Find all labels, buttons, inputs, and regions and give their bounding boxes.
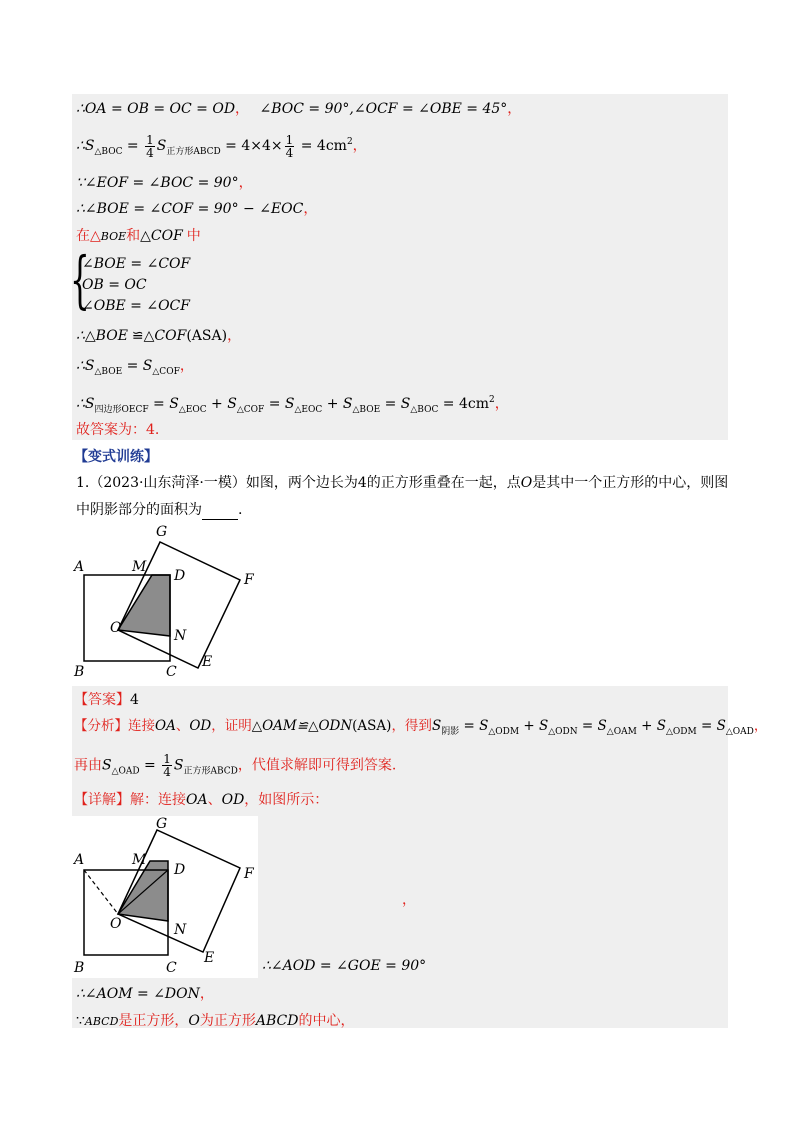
line-area-boc: $\therefore S_{\triangle BOC}$ = $\frac{1}{4}$ $S_{正方形ABCD} = 4\times 4\times$ $\frac{1}{4}$ = $4cm^2$， (76, 132, 367, 160)
figure-detail (70, 816, 258, 978)
label-m: M (132, 559, 147, 575)
label-o: O (110, 620, 122, 636)
label-f-2: F (244, 866, 254, 882)
answer-line: 故答案为：4. (76, 422, 160, 438)
label-n-2: N (174, 922, 187, 938)
line-congruence: ∴△BOE ≌△COF(ASA)， (76, 328, 242, 344)
line-area-oecf: $\therefore S_{四边形OECF} = S_{\triangle EOC} + S_{\triangle COF} = S_{\triangle EOC} + S_{\triangle BOE} = S_{\triangle BOC} = 4cm^2$， (76, 395, 509, 415)
label-c: C (166, 664, 177, 680)
label-f: F (244, 572, 254, 588)
label-m-2: M (132, 852, 147, 868)
label-b-2: B (74, 960, 85, 976)
analysis-row-1: 【分析】连接OA、OD，证明△OAM≌△ODN(ASA)，得到$S_{阴影} = S_{\triangle ODM} + S_{\triangle ODN} = S_{\triangle OAM} + S_{\triangle ODM} = S_{\triangle OAD}$， (74, 718, 768, 737)
line-equal-radii: ∴OA = OB = OC = OD， ∠BOC = 90°,∠OCF = ∠OBE = 45°， (76, 101, 522, 117)
label-o-2: O (110, 916, 122, 932)
system-brace: { (70, 243, 90, 316)
label-c-2: C (166, 960, 177, 976)
answer-blank (202, 505, 238, 520)
analysis-row-2: 再由$S_{\triangle OAD}$ = $\frac{1}{4}$ $S_{正方形ABCD}$，代值求解即可得到答案. (74, 752, 397, 779)
label-e-2: E (204, 950, 215, 966)
answer-row: 【答案】4 (74, 692, 139, 708)
line-equal-areas: $\therefore S_{\triangle BOE} = S_{\triangle COF}$， (76, 358, 194, 377)
segment-oa (84, 870, 118, 914)
label-d: D (174, 568, 186, 584)
shaded-region (118, 575, 170, 636)
line-aod-goe: ∴∠AOD = ∠GOE = 90° (262, 958, 427, 974)
question-line-2: 中阴影部分的面积为 . (76, 502, 243, 518)
label-g-2: G (156, 816, 168, 832)
detail-row-1: 【详解】解：连接OA、OD，如图所示： (74, 792, 329, 808)
label-n: N (174, 628, 187, 644)
label-g: G (156, 524, 168, 540)
label-e: E (202, 654, 213, 670)
label-d-2: D (174, 862, 186, 878)
figure-question (70, 522, 270, 682)
system-line-1: ∠BOE = ∠COF (82, 256, 191, 272)
line-triangles-intro: 在△BOE和△COF 中 (76, 228, 201, 244)
label-a: A (74, 559, 85, 575)
line-center: ∵ABCD是正方形，O为正方形ABCD的中心， (76, 1013, 355, 1029)
system-line-2: OB = OC (82, 277, 147, 293)
line-boe-cof: ∴∠BOE = ∠COF = 90° − ∠EOC， (76, 201, 318, 217)
label-b: B (74, 664, 85, 680)
question-line-1: 1.（2023·山东菏泽·一模）如图，两个边长为4的正方形重叠在一起，点O是其中一个正方形的中心，则图 (76, 475, 729, 491)
variant-heading: 【变式训练】 (74, 449, 158, 465)
system-line-3: ∠OBE = ∠OCF (82, 298, 190, 314)
label-a-2: A (74, 852, 85, 868)
stray-comma: ， (402, 892, 416, 908)
line-eof-boc: ∵∠EOF = ∠BOC = 90°， (76, 175, 253, 191)
line-aom-don: ∴∠AOM = ∠DON， (76, 986, 214, 1002)
